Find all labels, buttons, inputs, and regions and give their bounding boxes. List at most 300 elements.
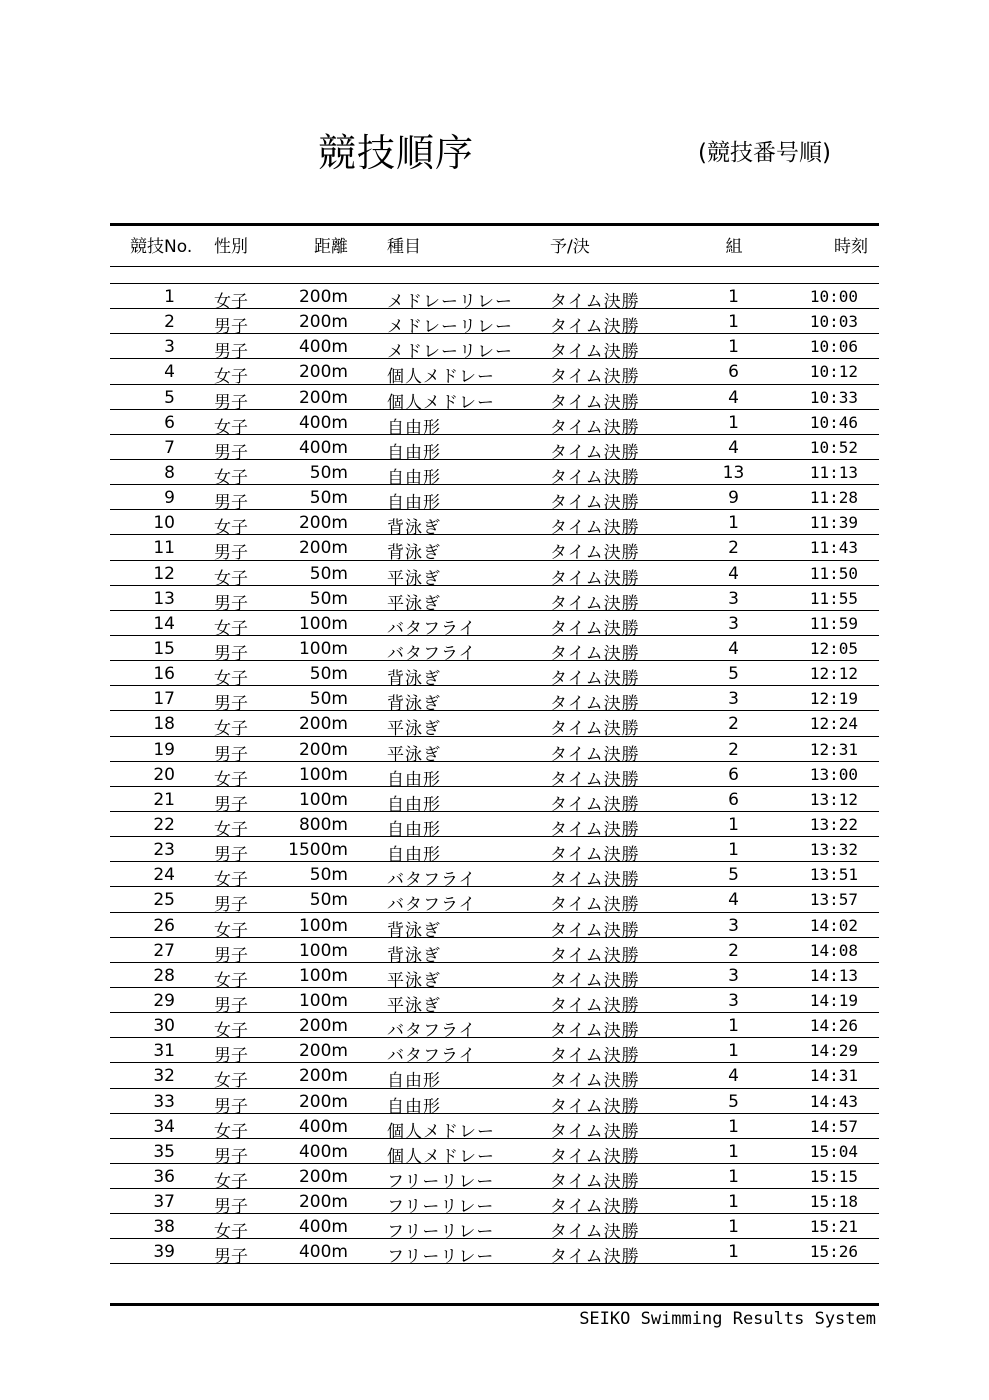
event-item: フリーリレー <box>387 1247 495 1268</box>
event-item: フリーリレー <box>387 1222 495 1243</box>
event-item: 背泳ぎ <box>387 543 441 564</box>
event-no: 10 <box>153 513 175 534</box>
event-kind: タイム決勝 <box>550 342 640 363</box>
event-no: 7 <box>164 437 175 458</box>
event-no: 36 <box>153 1166 175 1187</box>
event-kind: タイム決勝 <box>550 694 640 715</box>
event-item: 自由形 <box>387 493 441 514</box>
event-no: 18 <box>153 714 175 735</box>
event-item: 自由形 <box>387 467 441 488</box>
event-time: 11:59 <box>809 613 858 633</box>
event-sex: 女子 <box>214 769 248 790</box>
event-distance: 200m <box>298 1016 348 1037</box>
event-time: 11:28 <box>809 488 858 508</box>
table-row <box>110 710 879 740</box>
event-item: メドレーリレー <box>387 342 513 363</box>
event-time: 14:31 <box>809 1066 858 1086</box>
event-distance: 100m <box>298 789 348 810</box>
event-distance: 400m <box>298 1242 348 1263</box>
event-sex: 男子 <box>214 643 248 664</box>
table-row <box>110 861 879 891</box>
event-distance: 200m <box>298 312 348 333</box>
event-no: 9 <box>164 488 175 509</box>
header-group: 組 <box>725 237 743 257</box>
table-row <box>110 610 879 639</box>
table-row <box>110 509 879 539</box>
page-title: 競技順序 <box>318 131 475 175</box>
event-kind: タイム決勝 <box>550 392 640 413</box>
event-sex: 女子 <box>214 1021 248 1042</box>
event-group: 2 <box>728 538 739 559</box>
event-distance: 50m <box>309 689 348 710</box>
table-row <box>110 358 879 388</box>
header-kind: 予/決 <box>550 237 590 257</box>
event-group: 1 <box>728 337 739 358</box>
event-no: 25 <box>153 890 175 911</box>
event-item: 個人メドレー <box>387 392 495 413</box>
table-row <box>110 1213 879 1243</box>
event-group: 9 <box>728 488 739 509</box>
event-sex: 女子 <box>214 920 248 941</box>
event-item: 平泳ぎ <box>387 593 441 614</box>
event-no: 19 <box>153 739 175 760</box>
table-row <box>110 459 879 488</box>
event-kind: タイム決勝 <box>550 1222 640 1243</box>
event-time: 12:24 <box>809 714 858 734</box>
event-sex: 男子 <box>214 1247 248 1268</box>
header-sex: 性別 <box>214 237 248 257</box>
event-distance: 400m <box>298 1116 348 1137</box>
event-time: 10:52 <box>809 437 858 457</box>
event-kind: タイム決勝 <box>550 895 640 916</box>
event-item: バタフライ <box>387 643 477 664</box>
event-kind: タイム決勝 <box>550 769 640 790</box>
event-group: 6 <box>728 764 739 785</box>
event-group: 1 <box>728 412 739 433</box>
event-group: 2 <box>728 714 739 735</box>
event-sex: 男子 <box>214 392 248 413</box>
event-group: 1 <box>728 1116 739 1137</box>
event-group: 6 <box>728 362 739 383</box>
event-sex: 女子 <box>214 719 248 740</box>
header-time: 時刻 <box>834 237 868 257</box>
table-row <box>110 1012 879 1042</box>
event-sex: 女子 <box>214 1171 248 1192</box>
event-kind: タイム決勝 <box>550 719 640 740</box>
event-no: 27 <box>153 940 175 961</box>
event-no: 14 <box>153 613 175 634</box>
event-sex: 女子 <box>214 970 248 991</box>
table-row <box>110 434 879 463</box>
event-kind: タイム決勝 <box>550 367 640 388</box>
event-group: 3 <box>728 990 739 1011</box>
event-group: 1 <box>728 287 739 307</box>
event-item: 個人メドレー <box>387 1146 495 1167</box>
event-item: 平泳ぎ <box>387 970 441 991</box>
event-time: 11:55 <box>809 588 858 608</box>
event-group: 5 <box>728 865 739 886</box>
table-row <box>110 534 879 564</box>
event-item: バタフライ <box>387 1046 477 1067</box>
event-kind: タイム決勝 <box>550 593 640 614</box>
event-distance: 1500m <box>288 840 348 861</box>
event-kind: タイム決勝 <box>550 493 640 514</box>
event-sex: 男子 <box>214 593 248 614</box>
event-group: 1 <box>728 1217 739 1238</box>
event-group: 5 <box>728 664 739 685</box>
table-row <box>110 660 879 690</box>
event-time: 13:12 <box>809 789 858 809</box>
event-group: 1 <box>728 1041 739 1062</box>
event-item: メドレーリレー <box>387 317 513 338</box>
event-item: 自由形 <box>387 1071 441 1092</box>
table-row <box>110 1163 879 1192</box>
event-time: 10:03 <box>809 312 858 332</box>
event-kind: タイム決勝 <box>550 744 640 765</box>
table-row <box>110 283 879 312</box>
event-sex: 男子 <box>214 794 248 815</box>
event-time: 14:57 <box>809 1116 858 1136</box>
event-group: 3 <box>728 689 739 710</box>
event-no: 17 <box>153 689 175 710</box>
event-time: 14:19 <box>809 990 858 1010</box>
event-group: 1 <box>728 814 739 835</box>
event-no: 38 <box>153 1217 175 1238</box>
event-kind: タイム決勝 <box>550 995 640 1016</box>
event-group: 13 <box>722 462 745 483</box>
event-time: 14:43 <box>809 1091 858 1111</box>
footer-rule <box>110 1303 879 1306</box>
event-time: 11:39 <box>809 513 858 533</box>
event-sex: 女子 <box>214 1071 248 1092</box>
event-group: 4 <box>728 1066 739 1087</box>
event-group: 1 <box>728 312 739 333</box>
event-no: 6 <box>164 412 175 433</box>
event-no: 8 <box>164 462 175 483</box>
event-sex: 女子 <box>214 669 248 690</box>
event-no: 26 <box>153 915 175 936</box>
event-no: 16 <box>153 664 175 685</box>
event-sex: 男子 <box>214 744 248 765</box>
event-group: 2 <box>728 739 739 760</box>
event-sex: 女子 <box>214 870 248 891</box>
table-row <box>110 585 879 614</box>
event-kind: タイム決勝 <box>550 945 640 966</box>
event-distance: 200m <box>298 739 348 760</box>
table-row <box>110 384 879 413</box>
event-distance: 400m <box>298 337 348 358</box>
event-distance: 200m <box>298 362 348 383</box>
event-kind: タイム決勝 <box>550 1071 640 1092</box>
event-no: 2 <box>164 312 175 333</box>
event-distance: 50m <box>309 890 348 911</box>
table-row <box>110 1062 879 1092</box>
event-sex: 女子 <box>214 518 248 539</box>
event-item: 平泳ぎ <box>387 568 441 589</box>
event-no: 37 <box>153 1192 175 1213</box>
event-group: 1 <box>728 1242 739 1263</box>
event-distance: 200m <box>298 513 348 534</box>
event-time: 12:19 <box>809 689 858 709</box>
table-row <box>110 635 879 664</box>
event-distance: 100m <box>298 638 348 659</box>
event-group: 1 <box>728 1192 739 1213</box>
event-group: 2 <box>728 940 739 961</box>
event-kind: タイム決勝 <box>550 970 640 991</box>
event-item: バタフライ <box>387 618 477 639</box>
event-item: フリーリレー <box>387 1197 495 1218</box>
event-kind: タイム決勝 <box>550 794 640 815</box>
event-distance: 100m <box>298 990 348 1011</box>
event-sex: 男子 <box>214 442 248 463</box>
event-kind: タイム決勝 <box>550 417 640 438</box>
event-time: 11:13 <box>809 462 858 482</box>
event-item: 背泳ぎ <box>387 518 441 539</box>
event-distance: 200m <box>298 387 348 408</box>
event-sex: 男子 <box>214 945 248 966</box>
event-no: 4 <box>164 362 175 383</box>
event-item: 背泳ぎ <box>387 920 441 941</box>
event-group: 1 <box>728 840 739 861</box>
event-item: メドレーリレー <box>387 292 513 312</box>
event-item: 平泳ぎ <box>387 744 441 765</box>
table-header <box>110 232 879 262</box>
event-item: 背泳ぎ <box>387 694 441 715</box>
event-item: 自由形 <box>387 442 441 463</box>
event-sex: 男子 <box>214 1197 248 1218</box>
event-sex: 男子 <box>214 317 248 338</box>
event-distance: 200m <box>298 1066 348 1087</box>
event-no: 21 <box>153 789 175 810</box>
event-kind: タイム決勝 <box>550 518 640 539</box>
event-table-body <box>110 283 879 1268</box>
event-distance: 400m <box>298 437 348 458</box>
event-sex: 女子 <box>214 1121 248 1142</box>
event-group: 1 <box>728 1166 739 1187</box>
event-kind: タイム決勝 <box>550 317 640 338</box>
event-group: 1 <box>728 1016 739 1037</box>
event-sex: 男子 <box>214 342 248 363</box>
event-kind: タイム決勝 <box>550 1247 640 1268</box>
table-row <box>110 811 879 840</box>
event-distance: 50m <box>309 865 348 886</box>
event-distance: 200m <box>298 1091 348 1112</box>
event-no: 24 <box>153 865 175 886</box>
table-row <box>110 1037 879 1067</box>
event-sex: 男子 <box>214 895 248 916</box>
event-sex: 男子 <box>214 1146 248 1167</box>
event-no: 22 <box>153 814 175 835</box>
event-kind: タイム決勝 <box>550 845 640 866</box>
event-no: 31 <box>153 1041 175 1062</box>
event-no: 39 <box>153 1242 175 1263</box>
table-row <box>110 1088 879 1117</box>
event-time: 12:31 <box>809 739 858 759</box>
event-kind: タイム決勝 <box>550 568 640 589</box>
event-item: 個人メドレー <box>387 367 495 388</box>
table-row <box>110 1238 879 1268</box>
table-row <box>110 987 879 1016</box>
event-no: 1 <box>164 287 175 307</box>
table-row <box>110 736 879 765</box>
event-kind: タイム決勝 <box>550 467 640 488</box>
event-distance: 400m <box>298 1217 348 1238</box>
event-sex: 女子 <box>214 1222 248 1243</box>
event-sex: 女子 <box>214 819 248 840</box>
event-distance: 50m <box>309 664 348 685</box>
event-sex: 男子 <box>214 845 248 866</box>
event-no: 29 <box>153 990 175 1011</box>
event-item: フリーリレー <box>387 1171 495 1192</box>
table-row <box>110 409 879 438</box>
table-row <box>110 937 879 966</box>
event-kind: タイム決勝 <box>550 618 640 639</box>
event-time: 13:00 <box>809 764 858 784</box>
event-distance: 50m <box>309 588 348 609</box>
event-time: 15:15 <box>809 1166 858 1186</box>
event-time: 13:32 <box>809 840 858 860</box>
event-item: 自由形 <box>387 845 441 866</box>
table-row <box>110 685 879 715</box>
event-time: 10:06 <box>809 337 858 357</box>
event-item: 自由形 <box>387 417 441 438</box>
table-row <box>110 333 879 363</box>
event-group: 3 <box>728 915 739 936</box>
event-kind: タイム決勝 <box>550 669 640 690</box>
event-group: 6 <box>728 789 739 810</box>
event-distance: 800m <box>298 814 348 835</box>
event-time: 15:04 <box>809 1141 858 1161</box>
event-no: 35 <box>153 1141 175 1162</box>
event-time: 12:05 <box>809 638 858 658</box>
table-row <box>110 786 879 815</box>
event-item: バタフライ <box>387 870 477 891</box>
event-item: 自由形 <box>387 819 441 840</box>
event-group: 4 <box>728 387 739 408</box>
header-item: 種目 <box>387 237 421 257</box>
event-distance: 200m <box>298 1166 348 1187</box>
event-sex: 男子 <box>214 995 248 1016</box>
event-no: 12 <box>153 563 175 584</box>
event-time: 15:26 <box>809 1242 858 1262</box>
event-item: 自由形 <box>387 1096 441 1117</box>
event-group: 5 <box>728 1091 739 1112</box>
header-no: 競技No. <box>130 237 193 257</box>
event-distance: 50m <box>309 462 348 483</box>
event-no: 15 <box>153 638 175 659</box>
event-no: 13 <box>153 588 175 609</box>
page-subtitle: (競技番号順) <box>698 140 831 166</box>
event-group: 4 <box>728 563 739 584</box>
event-sex: 男子 <box>214 1096 248 1117</box>
event-time: 12:12 <box>809 664 858 684</box>
table-row <box>110 1138 879 1167</box>
event-no: 30 <box>153 1016 175 1037</box>
event-group: 3 <box>728 965 739 986</box>
event-kind: タイム決勝 <box>550 442 640 463</box>
event-kind: タイム決勝 <box>550 1146 640 1167</box>
event-group: 4 <box>728 638 739 659</box>
event-no: 33 <box>153 1091 175 1112</box>
event-distance: 50m <box>309 488 348 509</box>
event-sex: 女子 <box>214 292 248 312</box>
event-time: 14:02 <box>809 915 858 935</box>
event-item: バタフライ <box>387 1021 477 1042</box>
event-kind: タイム決勝 <box>550 292 640 312</box>
event-sex: 男子 <box>214 543 248 564</box>
table-top-rule <box>110 223 879 226</box>
table-row <box>110 836 879 866</box>
event-kind: タイム決勝 <box>550 920 640 941</box>
event-time: 14:29 <box>809 1041 858 1061</box>
event-distance: 50m <box>309 563 348 584</box>
event-no: 28 <box>153 965 175 986</box>
event-no: 3 <box>164 337 175 358</box>
event-sex: 女子 <box>214 417 248 438</box>
event-no: 34 <box>153 1116 175 1137</box>
event-distance: 100m <box>298 764 348 785</box>
event-kind: タイム決勝 <box>550 819 640 840</box>
event-group: 1 <box>728 1141 739 1162</box>
event-kind: タイム決勝 <box>550 1096 640 1117</box>
event-group: 4 <box>728 437 739 458</box>
event-group: 4 <box>728 890 739 911</box>
table-row <box>110 886 879 916</box>
table-row <box>110 1188 879 1218</box>
event-sex: 女子 <box>214 467 248 488</box>
event-time: 14:08 <box>809 940 858 960</box>
event-time: 11:50 <box>809 563 858 583</box>
table-row <box>110 1113 879 1142</box>
event-time: 13:51 <box>809 865 858 885</box>
event-distance: 400m <box>298 1141 348 1162</box>
event-sex: 男子 <box>214 1046 248 1067</box>
event-sex: 女子 <box>214 367 248 388</box>
table-row <box>110 560 879 589</box>
event-kind: タイム決勝 <box>550 543 640 564</box>
event-item: 背泳ぎ <box>387 945 441 966</box>
event-distance: 100m <box>298 940 348 961</box>
event-kind: タイム決勝 <box>550 643 640 664</box>
event-sex: 男子 <box>214 493 248 514</box>
header-bottom-rule <box>110 266 879 267</box>
event-item: 自由形 <box>387 769 441 790</box>
event-no: 23 <box>153 840 175 861</box>
event-distance: 200m <box>298 714 348 735</box>
event-distance: 200m <box>298 1192 348 1213</box>
event-time: 14:13 <box>809 965 858 985</box>
event-distance: 100m <box>298 965 348 986</box>
event-time: 13:57 <box>809 890 858 910</box>
event-sex: 男子 <box>214 694 248 715</box>
event-time: 10:12 <box>809 362 858 382</box>
footer-system-name: SEIKO Swimming Results System <box>579 1309 876 1329</box>
event-kind: タイム決勝 <box>550 1121 640 1142</box>
event-item: 個人メドレー <box>387 1121 495 1142</box>
event-time: 13:22 <box>809 814 858 834</box>
event-group: 3 <box>728 588 739 609</box>
event-item: バタフライ <box>387 895 477 916</box>
table-row <box>110 761 879 790</box>
event-distance: 200m <box>298 1041 348 1062</box>
event-time: 15:18 <box>809 1192 858 1212</box>
event-no: 20 <box>153 764 175 785</box>
event-item: 背泳ぎ <box>387 669 441 690</box>
event-no: 11 <box>153 538 175 559</box>
event-group: 3 <box>728 613 739 634</box>
event-kind: タイム決勝 <box>550 1197 640 1218</box>
event-time: 14:26 <box>809 1016 858 1036</box>
